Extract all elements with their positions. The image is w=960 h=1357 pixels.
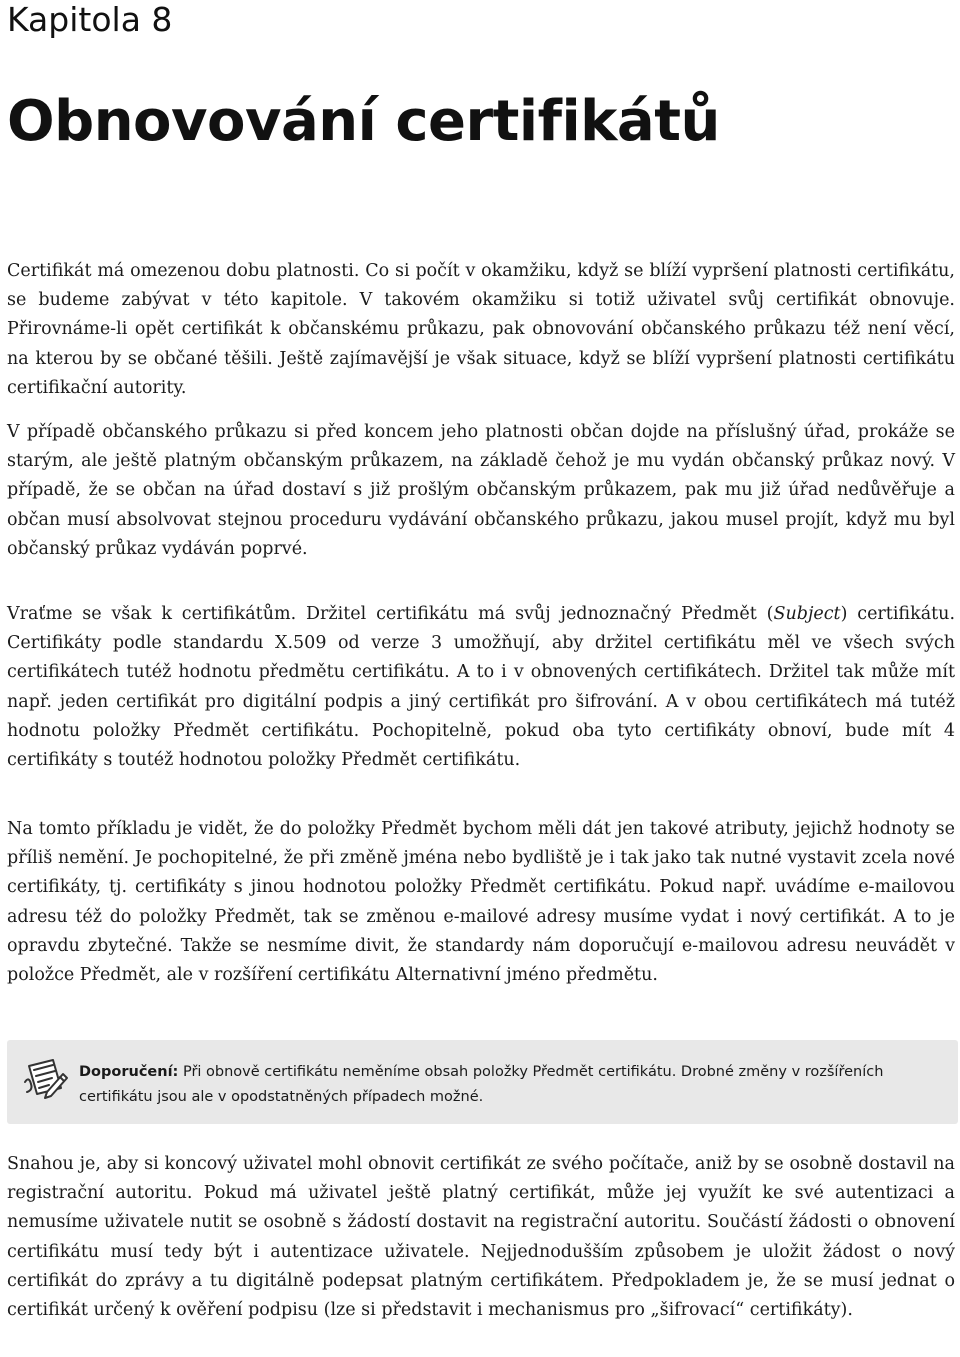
chapter-label: Kapitola 8 [7,0,173,39]
note-label: Doporučení: [79,1064,179,1080]
recommendation-note [7,1040,958,1124]
paragraph-block [7,418,955,564]
paragraph: Certifikát má omezenou dobu platnosti. Co si počít v okamžiku, když se blíží vypršení platnosti certifikátu, se budeme zabývat v této kapitole. V takovém okamžiku si totiž uživatel svůj certifikát obnovuje. Přirovnáme-li opět certifikát k občanskému průkazu, pak obnovování občanského průkazu též není věcí, na kterou by se občané těšili. Ještě zajímavější je však situace, když se blíží vypršení platnosti certifikátu certifikační autority. [7,261,955,398]
paragraph-text: Vraťme se však k certifikátům. Držitel certifikátu má svůj jednoznačný Předmět ( [7,604,774,624]
paragraph: V případě občanského průkazu si před koncem jeho platnosti občan dojde na příslušný úřad, prokáže se starým, ale ještě platným občanským průkazem, na základě čehož je mu vydán občanský průkaz nový. V případě, že se občan na úřad dostaví s již prošlým občanským průkazem, pak mu již úřad nedůvěřuje a občan musí absolvovat stejnou proceduru vydávání občanského průkazu, jakou musel projít, když mu byl občanský průkaz vydáván poprvé. [7,422,955,559]
paragraph [7,600,955,775]
note-body: Při obnově certifikátu neměníme obsah položky Předmět certifikátu. Drobné změny v rozšířeních certifikátu jsou ale v opodstatněných případech možné. [79,1064,884,1105]
notepad-pencil-icon [19,1052,71,1104]
intro-paragraph-block [7,257,955,403]
paragraph-block [7,1150,955,1325]
note-text [79,1060,939,1110]
subject-term: Subject [773,604,841,624]
paragraph: Snahou je, aby si koncový uživatel mohl obnovit certifikát ze svého počítače, aniž by se osobně dostavil na registrační autoritu. Pokud má uživatel ještě platný certifikát, může jej využít ke své autentizaci a nemusíme uživatele nutit se osobně s žádostí dostavit na registrační autoritu. Součástí žádosti o obnovení certifikátu musí tedy být i autentizace uživatele. Nejjednodušším způsobem je uložit žádost o nový certifikát do zprávy a tu digitálně podepsat platným certifikátem. Předpokladem je, že se musí jednat o certifikát určený k ověření podpisu (lze si představit i mechanismus pro „šifrovací“ certifikáty). [7,1154,955,1321]
chapter-title: Obnovování certifikátů [7,89,720,154]
paragraph-block [7,600,955,775]
paragraph-text: ) certifikátu. Certifikáty podle standardu X.509 od verze 3 umožňují, aby držitel certifikátu měl ve všech svých certifikátech tutéž hodnotu předmětu certifikátu. A to i v obnovených certifikátech. Držitel tak může mít např. jeden certifikát pro digitální podpis a jiný certifikát pro šifrování. A v obou certifikátech má tutéž hodnotu položky Předmět certifikátu. Pochopitelně, pokud oba tyto certifikáty obnoví, bude mít 4 certifikáty s toutéž hodnotou položky Předmět certifikátu. [7,604,956,771]
paragraph: Na tomto příkladu je vidět, že do položky Předmět bychom měli dát jen takové atributy, jejichž hodnoty se příliš nemění. Je pochopitelné, že při změně jména nebo bydliště je i tak jako tak nutné vystavit zcela nové certifikáty, tj. certifikáty s jinou hodnotou položky Předmět certifikátu. Pokud např. uvádíme e-mailovou adresu též do položky Předmět, tak se změnou e-mailové adresy musíme vydat i nový certifikát. A to je opravdu zbytečné. Takže se nesmíme divit, že standardy nám doporučují e-mailovou adresu neuvádět v položce Předmět, ale v rozšíření certifikátu Alternativní jméno předmětu. [7,819,955,986]
paragraph-block [7,815,955,990]
